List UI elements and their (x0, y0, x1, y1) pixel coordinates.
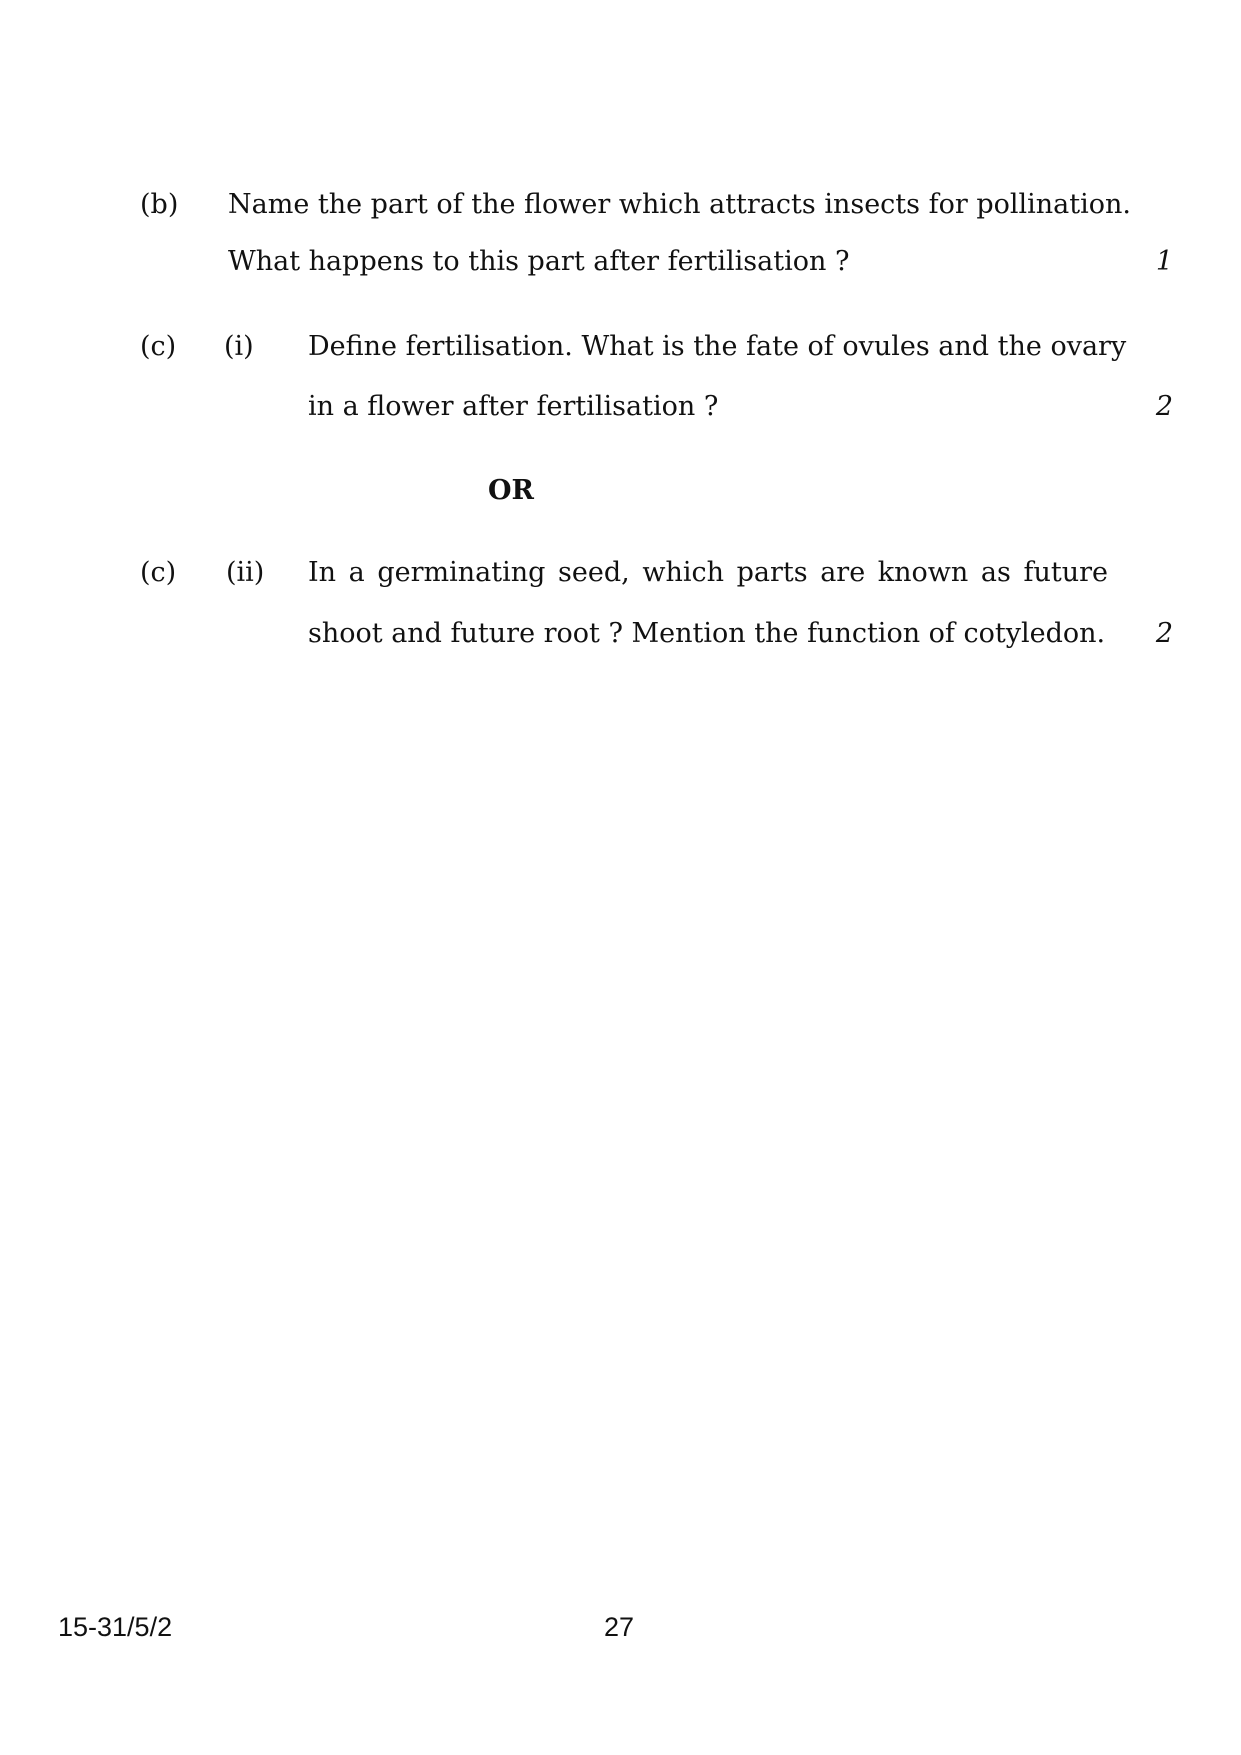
marks: 2 (1155, 391, 1173, 422)
or-separator: OR (488, 475, 534, 506)
question-text-line: What happens to this part after fertilisation ? (228, 246, 850, 277)
question-label: (b) (140, 189, 179, 220)
paper-code: 15-31/5/2 (58, 1612, 173, 1642)
page-number: 27 (604, 1612, 635, 1642)
question-label: (c) (140, 331, 177, 362)
question-sub-label: (i) (224, 331, 254, 362)
question-sub-label: (ii) (226, 557, 265, 588)
marks: 1 (1155, 246, 1173, 277)
question-text-line: in a flower after fertilisation ? (308, 391, 719, 422)
question-label: (c) (140, 557, 177, 588)
question-text-line: Define fertilisation. What is the fate of ovules and the ovary (308, 331, 1127, 362)
question-text-line: In a germinating seed, which parts are known as future (308, 557, 1108, 588)
question-text-line: Name the part of the flower which attracts insects for pollination. (228, 189, 1131, 220)
marks: 2 (1155, 618, 1173, 649)
question-text-line: shoot and future root ? Mention the function of cotyledon. (308, 618, 1106, 649)
